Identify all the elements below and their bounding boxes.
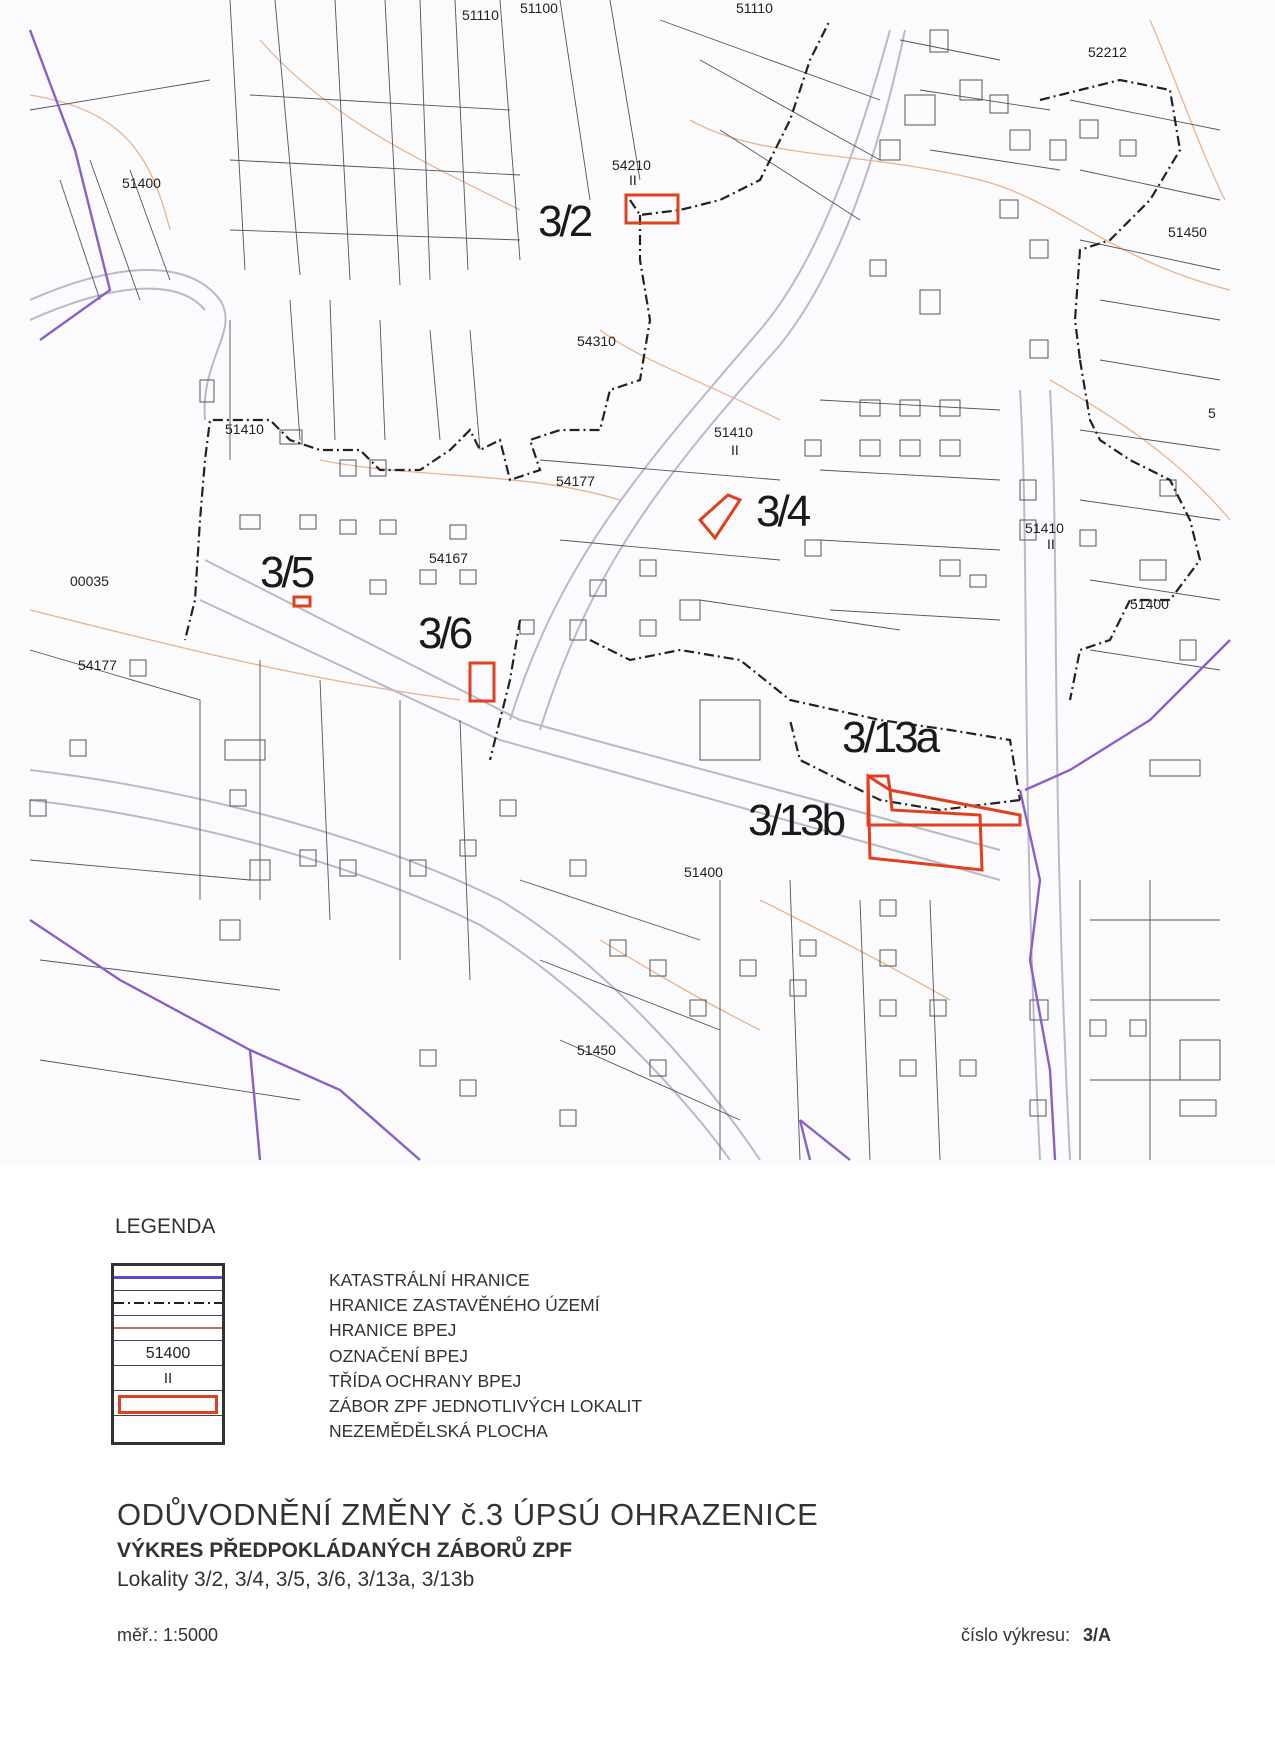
locality-label-3-5: 3/5 — [260, 548, 313, 597]
built-up-boundary — [185, 20, 1200, 810]
bpej-label: 00035 — [70, 573, 109, 589]
legend-symbol-cadastral — [114, 1266, 222, 1291]
legend-item: HRANICE BPEJ — [329, 1320, 457, 1341]
legend-panel — [0, 1165, 1275, 1739]
bpej-label: 51110 — [736, 0, 773, 16]
bpej-label: 54310 — [577, 333, 616, 349]
parcel-lines — [30, 0, 1220, 1160]
legend-item: OZNAČENÍ BPEJ — [329, 1345, 469, 1366]
bpej-label: 51410 — [1025, 520, 1064, 536]
bpej-label: 51400 — [684, 864, 723, 880]
locality-outlines — [294, 195, 1020, 870]
bpej-label: 54210 — [612, 157, 651, 173]
legend-symbol-built-up — [114, 1291, 222, 1316]
legend-title: LEGENDA — [115, 1215, 216, 1238]
bpej-label: 5 — [1208, 405, 1216, 421]
bpej-label: 51450 — [577, 1042, 616, 1058]
locality-3-4-outline — [700, 495, 740, 538]
bpej-label: 51110 — [462, 7, 499, 23]
bpej-label: 54177 — [78, 657, 117, 673]
protection-class-label: II — [629, 172, 637, 188]
legend-item: NEZEMĚDĚLSKÁ PLOCHA — [329, 1421, 548, 1442]
bpej-label: 54167 — [429, 550, 468, 566]
drawing-number — [961, 1625, 1111, 1646]
legend-symbol-locality — [114, 1391, 222, 1416]
bpej-label: 51100 — [520, 0, 558, 16]
drawing-number-value: 3/A — [1083, 1625, 1112, 1645]
legend-cadastral-line — [114, 1276, 222, 1279]
bpej-label: 51410 — [714, 424, 753, 440]
locality-label-3-6: 3/6 — [418, 609, 471, 658]
bpej-label: 51410 — [225, 421, 264, 437]
localities-line: Lokality 3/2, 3/4, 3/5, 3/6, 3/13a, 3/13b — [117, 1568, 475, 1591]
locality-label-3-2: 3/2 — [538, 197, 591, 246]
locality-3-6-outline — [470, 663, 494, 701]
protection-class-label: II — [731, 442, 739, 458]
locality-3-13b-outline — [868, 776, 982, 870]
legend-bpej-line — [114, 1327, 222, 1329]
protection-class-label: II — [1047, 536, 1055, 552]
bpej-label: 51400 — [122, 175, 161, 191]
bpej-label: 54177 — [556, 473, 595, 489]
legend-symbol-nonagricultural — [114, 1416, 222, 1442]
drawing-title: ODŮVODNĚNÍ ZMĚNY č.3 ÚPSÚ OHRAZENICE — [117, 1497, 819, 1532]
legend-sample-class: II — [114, 1366, 222, 1391]
legend-symbol-box — [111, 1263, 225, 1445]
cadastral-boundaries — [30, 30, 1230, 1160]
protection-class-labels — [629, 172, 1055, 552]
locality-label-3-4: 3/4 — [756, 487, 809, 536]
locality-label-3-13a: 3/13a — [842, 713, 938, 762]
legend-item: ZÁBOR ZPF JEDNOTLIVÝCH LOKALIT — [329, 1395, 643, 1416]
legend-locality-rect — [118, 1395, 218, 1414]
drawing-subtitle: VÝKRES PŘEDPOKLÁDANÝCH ZÁBORŮ ZPF — [117, 1539, 573, 1562]
drawing-number-label: číslo výkresu: — [961, 1625, 1071, 1645]
bpej-label: 52212 — [1088, 44, 1127, 60]
legend-item: HRANICE ZASTAVĚNÉHO ÚZEMÍ — [329, 1295, 600, 1316]
legend-symbol-bpej-boundary — [114, 1316, 222, 1341]
legend-items — [329, 1268, 642, 1444]
legend-dashdot-line — [114, 1291, 222, 1316]
locality-labels — [260, 197, 941, 845]
legend-sample-code: 51400 — [114, 1341, 222, 1366]
scale-label: měř.: 1:5000 — [117, 1625, 219, 1645]
locality-3-5-outline — [294, 597, 310, 606]
locality-3-2-outline — [626, 195, 678, 223]
locality-label-3-13b: 3/13b — [748, 796, 844, 845]
bpej-label: 51450 — [1168, 224, 1207, 240]
legend-item: TŘÍDA OCHRANY BPEJ — [329, 1370, 522, 1391]
legend-item: KATASTRÁLNÍ HRANICE — [329, 1270, 530, 1290]
bpej-label: 51400 — [1130, 596, 1169, 612]
